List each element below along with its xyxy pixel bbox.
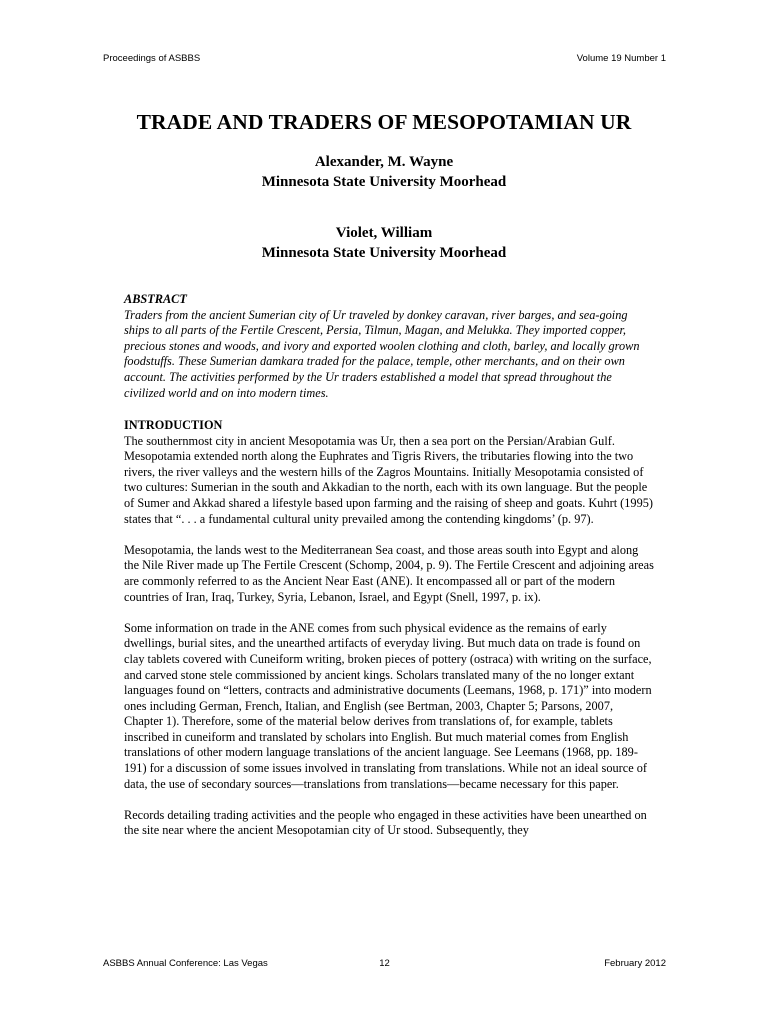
header-proceedings: Proceedings of ASBBS [103, 53, 201, 64]
body-paragraph: Records detailing trading activities and the people who engaged in these activities have been unearthed on the site near where the ancient Mesopotamian city of Ur stood. Subsequently, they [124, 807, 647, 838]
page-header [103, 53, 666, 67]
author-affiliation: Minnesota State University Moorhead [261, 174, 507, 190]
author-block-1 [0, 152, 768, 192]
page-number: 12 [379, 958, 390, 969]
author-name: Violet, William [335, 225, 433, 241]
abstract-heading: ABSTRACT [124, 292, 187, 306]
header-volume: Volume 19 Number 1 [576, 53, 666, 64]
footer-date: February 2012 [604, 958, 666, 969]
author-block-2 [0, 223, 768, 263]
introduction-section [124, 418, 654, 855]
paper-title: TRADE AND TRADERS OF MESOPOTAMIAN UR [136, 110, 632, 134]
author-name: Alexander, M. Wayne [314, 154, 454, 170]
body-paragraph: Some information on trade in the ANE comes from such physical evidence as the remains of early dwellings, burial sites, and the unearthed artifacts of everyday living. But much data on trade is found on clay tablets covered with Cuneiform writing, broken pieces of pottery (ostraca) with writing on the surface, and carved stone stele commissioned by ancient kings. Scholars translated many of the no longer extant languages found on “letters, contracts and administrative documents (Leemans, 1968, p. 171)” into modern ones including German, French, Italian, and English (see Bertman, 2003, Chapter 5; Parsons, 2007, Chapter 1). Therefore, some of the material below derives from translations of, for example, tablets inscribed in cuneiform and translated by scholars into English. But much material comes from English translations of other modern language translations of the ancient language. See Leemans (1968, pp. 189-191) for a discussion of some issues involved in translating from translations. While not an ideal source of data, the use of secondary sources—translations from translations—became necessary for this paper. [124, 620, 652, 791]
author-affiliation: Minnesota State University Moorhead [261, 245, 507, 261]
body-paragraph: The southernmost city in ancient Mesopotamia was Ur, then a sea port on the Persian/Arabian Gulf. Mesopotamia extended north along the Euphrates and Tigris Rivers, the tributaries flowing into the two rivers, the river valleys and the western hills of the Zagros Mountains. Initially Mesopotamia consisted of two cultures: Sumerian in the south and Akkadian to the north, each with its own language. But the people of Sumer and Akkad shared a lifestyle based upon farming and the raising of sheep and goats. Kuhrt (1995) states that “. . . a fundamental cultural unity prevailed among the contending kingdoms’ (p. 97). [124, 433, 653, 526]
introduction-heading: INTRODUCTION [124, 418, 223, 432]
page-footer [103, 958, 666, 972]
abstract-text: Traders from the ancient Sumerian city of Ur traveled by donkey caravan, river barges, and sea-going ships to all parts of the Fertile Crescent, Persia, Tilmun, Magan, and Melukka. They imported copper, precious stones and woods, and ivory and exported woolen clothing and cloth, barley, and locally grown foodstuffs. These Sumerian damkara traded for the palace, temple, other merchants, and on their own account. The activities performed by the Ur traders established a model that spread throughout the civilized world and on into modern times. [124, 307, 640, 400]
body-paragraph: Mesopotamia, the lands west to the Mediterranean Sea coast, and those areas south into Egypt and along the Nile River made up The Fertile Crescent (Schomp, 2004, p. 9). The Fertile Crescent and adjoining areas are commonly referred to as the Ancient Near East (ANE). It encompassed all or part of the modern countries of Iran, Iraq, Turkey, Syria, Lebanon, Israel, and Egypt (Snell, 1997, p. ix). [124, 542, 654, 604]
abstract [124, 292, 644, 401]
footer-conference: ASBBS Annual Conference: Las Vegas [103, 958, 268, 969]
